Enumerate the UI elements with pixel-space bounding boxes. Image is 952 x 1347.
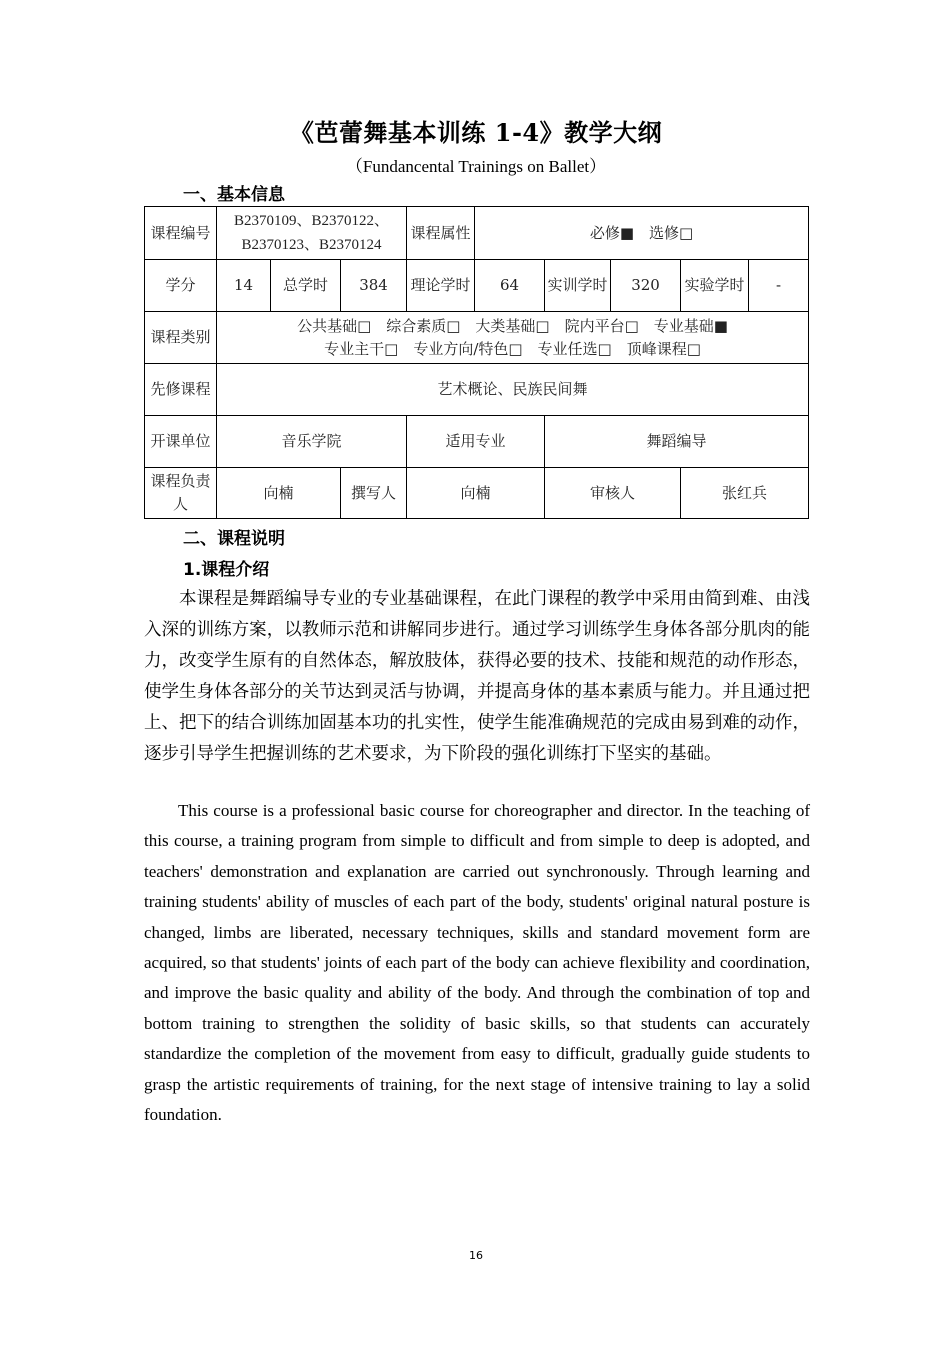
table-row <box>145 207 809 260</box>
lab-hours-value: - <box>749 260 809 312</box>
reviewer-label: 审核人 <box>545 468 681 519</box>
section-heading-basic-info: 一、基本信息 <box>183 185 285 205</box>
course-category-label: 课程类别 <box>145 312 217 364</box>
basic-info-table <box>144 206 809 519</box>
course-category-line1: 公共基础□ 综合素质□ 大类基础□ 院内平台□ 专业基础■ <box>297 316 728 335</box>
section-heading-course-description: 二、课程说明 <box>183 529 285 549</box>
course-intro-chinese: 本课程是舞蹈编导专业的专业基础课程，在此门课程的教学中采用由简到难、由浅入深的训练方案，以教师示范和讲解同步进行。通过学习训练学生身体各部分肌肉的能力，改变学生原有的自然体态，解放肢体，获得必要的技术、技能和规范的动作形态，使学生身体各部分的关节达到灵活与协调，并提高身体的基本素质与能力。并且通过把上、把下的结合训练加固基本功的扎实性，使学生能准确规范的完成由易到难的动作，逐步引导学生把握训练的艺术要求，为下阶段的强化训练打下坚实的基础。 <box>144 589 810 764</box>
reviewer-value: 张红兵 <box>681 468 809 519</box>
total-hours-value: 384 <box>341 260 407 312</box>
course-owner-label: 课程负责人 <box>145 468 217 519</box>
offering-unit-value: 音乐学院 <box>217 416 407 468</box>
credit-value: 14 <box>217 260 271 312</box>
course-code-label: 课程编号 <box>145 207 217 260</box>
course-code-line2: B2370123、B2370124 <box>241 237 382 253</box>
total-hours-label: 总学时 <box>271 260 341 312</box>
lab-hours-label: 实验学时 <box>681 260 749 312</box>
table-row <box>145 364 809 416</box>
writer-label: 撰写人 <box>341 468 407 519</box>
page-number: 16 <box>469 1249 483 1262</box>
table-row <box>145 416 809 468</box>
document-title: 《芭蕾舞基本训练 1-4》教学大纲 <box>289 118 663 147</box>
practice-hours-label: 实训学时 <box>545 260 611 312</box>
theory-hours-value: 64 <box>475 260 545 312</box>
writer-value: 向楠 <box>407 468 545 519</box>
theory-hours-label: 理论学时 <box>407 260 475 312</box>
course-owner-value: 向楠 <box>217 468 341 519</box>
table-row <box>145 312 809 364</box>
course-attr-value: 必修■ 选修□ <box>475 207 809 260</box>
course-code-line1: B2370109、B2370122、 <box>234 213 390 229</box>
credit-label: 学分 <box>145 260 217 312</box>
applicable-major-value: 舞蹈编导 <box>545 416 809 468</box>
course-code-value <box>217 207 407 260</box>
offering-unit-label: 开课单位 <box>145 416 217 468</box>
subsection-heading-course-intro: 1.课程介绍 <box>183 560 270 580</box>
applicable-major-label: 适用专业 <box>407 416 545 468</box>
practice-hours-value: 320 <box>611 260 681 312</box>
document-subtitle: （Fundancental Trainings on Ballet） <box>345 157 607 176</box>
table-row <box>145 260 809 312</box>
prereq-value: 艺术概论、民族民间舞 <box>217 364 809 416</box>
course-category-value <box>217 312 809 364</box>
course-attr-label: 课程属性 <box>407 207 475 260</box>
course-category-line2: 专业主干□ 专业方向/特色□ 专业任选□ 顶峰课程□ <box>324 339 701 358</box>
prereq-label: 先修课程 <box>145 364 217 416</box>
course-intro-english: This course is a professional basic course for choreographer and director. In the teaching of this course, a training program from simple to difficult and from simple to deep is adopted, and teachers' demonstration and explanation are carried out synchronously. Through learning and training students' ability of muscles of each part of the body, students' original natural posture is changed, limbs are liberated, necessary techniques, skills and standard movement form are acquired, so that students' joints of each part of the body can achieve flexibility and coordination, and improve the basic quality and ability of the body. And through the combination of top and bottom training to strengthen the solidity of basic skills, so that students can accurately standardize the completion of the movement from easy to difficult, gradually guide students to grasp the artistic requirements of training, for the next stage of intensive training to lay a solid foundation. <box>144 801 810 1125</box>
table-row <box>145 468 809 519</box>
